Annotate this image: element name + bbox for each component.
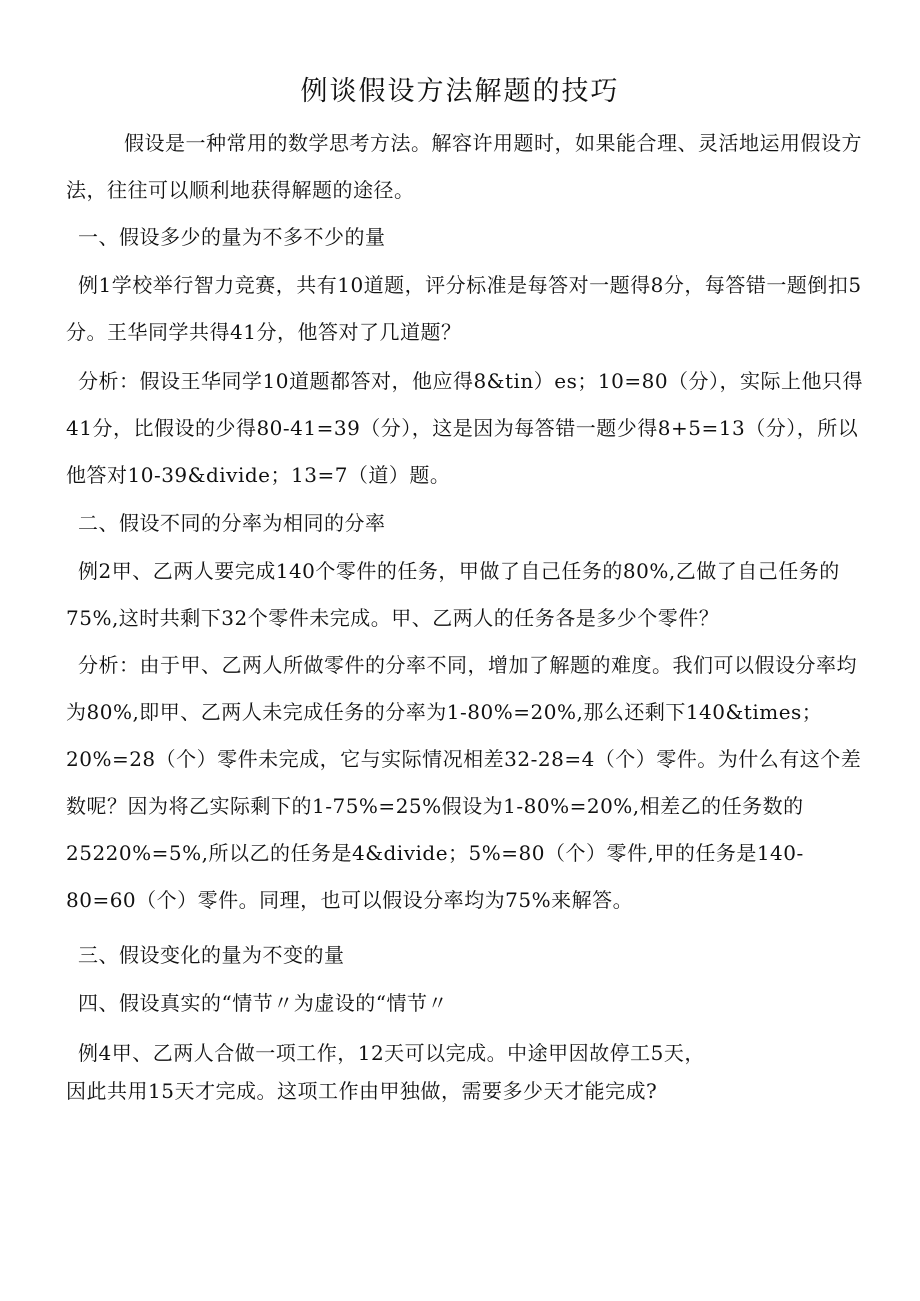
section-heading-1: 一、假设多少的量为不多不少的量 xyxy=(78,225,386,249)
example-2-paragraph: 例2甲、乙两人要完成140个零件的任务，甲做了自己任务的80%,乙做了自己任务的75%,这时共剩下32个零件未完成。甲、乙两人的任务各是多少个零件？ xyxy=(66,559,840,630)
example-4-line-2: 因此共用15天才完成。这项工作由甲独做，需要多少天才能完成? xyxy=(66,1079,658,1103)
example-4-line-1: 例4甲、乙两人合做一项工作，12天可以完成。中途甲因故停工5天， xyxy=(78,1041,705,1065)
section-heading-4: 四、假设真实的“情节〃为虚设的“情节〃 xyxy=(78,991,448,1015)
page-title: 例谈假设方法解题的技巧 xyxy=(300,76,620,107)
section-heading-3: 三、假设变化的量为不变的量 xyxy=(78,943,345,967)
example-1-paragraph: 例1学校举行智力竞赛，共有10道题，评分标准是每答对一题得8分，每答错一题倒扣5分。王华同学共得41分，他答对了几道题？ xyxy=(66,273,862,344)
section-heading-2: 二、假设不同的分率为相同的分率 xyxy=(78,511,386,535)
analysis-1-paragraph: 分析：假设王华同学10道题都答对，他应得8&tin）es；10=80（分），实际上他只得41分，比假设的少得80-41=39（分），这是因为每答错一题少得8+5=13（分），所以他答对10-39&divide；13=7（道）题。 xyxy=(66,369,864,487)
analysis-2-paragraph: 分析：由于甲、乙两人所做零件的分率不同，增加了解题的难度。我们可以假设分率均为80%,即甲、乙两人未完成任务的分率为1-80%=20%,那么还剩下140&times；20%=28（个）零件未完成，它与实际情况相差32-28=4（个）零件。为什么有这个差数呢？因为将乙实际剩下的1-75%=25%假设为1-80%=20%,相差乙的任务数的25220%=5%,所以乙的任务是4&divide；5%=80（个）零件,甲的任务是140-80=60（个）零件。同理，也可以假设分率均为75%来解答。 xyxy=(66,653,862,912)
intro-paragraph: 假设是一种常用的数学思考方法。解容许用题时，如果能合理、灵活地运用假设方法，往往可以顺利地获得解题的途径。 xyxy=(66,131,862,202)
